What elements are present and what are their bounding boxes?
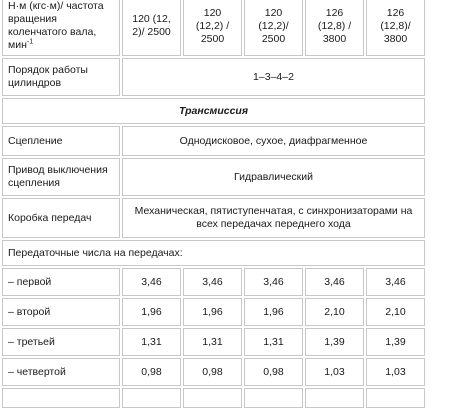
firing-order-label: Порядок работы цилиндров — [2, 58, 120, 96]
blank-cell — [2, 388, 120, 408]
gear-ratio: 3,46 — [122, 268, 181, 296]
gear-label: – третьей — [2, 328, 120, 356]
gear-ratio: 1,96 — [183, 298, 242, 326]
blank-cell — [183, 388, 242, 408]
gear-ratio: 3,46 — [366, 268, 425, 296]
gear-row — [2, 268, 425, 296]
gear-ratio: 1,31 — [244, 328, 303, 356]
torque-label: Н·м (кгс·м)/ частота вращения коленчатого вала, мин$^{-1}$ — [2, 0, 120, 56]
transmission-section-row — [2, 98, 425, 124]
torque-value: 120 (12,2) / 2500 — [183, 0, 242, 56]
gear-ratio: 0,98 — [122, 358, 181, 386]
gear-row — [2, 328, 425, 356]
torque-value: 120 (12, 2)/ 2500 — [122, 0, 181, 56]
gear-ratio: 3,46 — [244, 268, 303, 296]
clutch-label: Сцепление — [2, 126, 120, 156]
gear-label: – второй — [2, 298, 120, 326]
ratios-heading-row — [2, 240, 425, 266]
gearbox-row — [2, 198, 425, 238]
gear-label: – первой — [2, 268, 120, 296]
gear-row — [2, 358, 425, 386]
clutch-value: Однодисковое, сухое, диафрагменное — [122, 126, 425, 156]
firing-order-row — [2, 58, 425, 96]
ratios-heading: Передаточные числа на передачах: — [2, 240, 425, 266]
gear-ratio: 1,96 — [244, 298, 303, 326]
torque-value: 126 (12,8)/ 3800 — [366, 0, 425, 56]
firing-order-value: 1–3–4–2 — [122, 58, 425, 96]
clutch-row — [2, 126, 425, 156]
gear-ratio: 0,98 — [244, 358, 303, 386]
gear-ratio: 1,31 — [183, 328, 242, 356]
gear-ratio: 1,96 — [122, 298, 181, 326]
gear-ratio: 1,39 — [305, 328, 364, 356]
gear-ratio: 1,39 — [366, 328, 425, 356]
torque-value: 120 (12,2)/ 2500 — [244, 0, 303, 56]
gear-ratio: 2,10 — [366, 298, 425, 326]
gear-ratio: 1,31 — [122, 328, 181, 356]
blank-cell — [122, 388, 181, 408]
release-drive-label: Привод выключения сцепления — [2, 158, 120, 196]
blank-cell — [244, 388, 303, 408]
torque-value: 126 (12,8) / 3800 — [305, 0, 364, 56]
gear-ratio: 3,46 — [183, 268, 242, 296]
gear-ratio: 1,03 — [366, 358, 425, 386]
gear-ratio: 0,98 — [183, 358, 242, 386]
gear-ratio: 2,10 — [305, 298, 364, 326]
gearbox-value: Механическая, пятиступенчатая, с синхронизаторами на всех передачах переднего хода — [122, 198, 425, 238]
gear-ratio: 1,03 — [305, 358, 364, 386]
gearbox-label: Коробка передач — [2, 198, 120, 238]
release-drive-row — [2, 158, 425, 196]
gear-row — [2, 298, 425, 326]
torque-label-superscript: -1 — [26, 38, 34, 46]
torque-row — [2, 0, 425, 56]
blank-cell — [305, 388, 364, 408]
section-title: Трансмиссия — [2, 98, 425, 124]
blank-cell — [366, 388, 425, 408]
next-row-partial — [2, 388, 425, 408]
release-drive-value: Гидравлический — [122, 158, 425, 196]
gear-label: – четвертой — [2, 358, 120, 386]
gear-ratio: 3,46 — [305, 268, 364, 296]
